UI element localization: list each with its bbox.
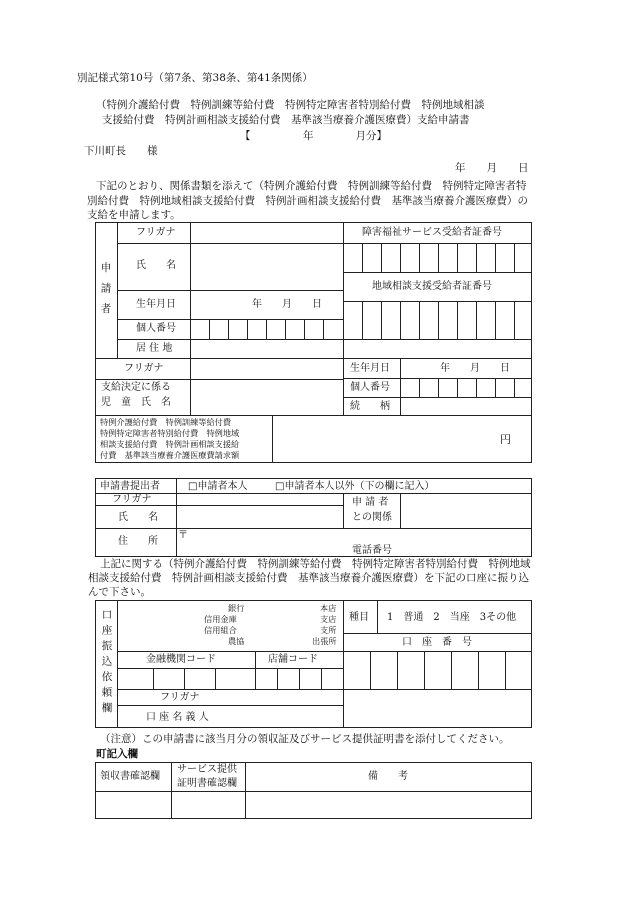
submitter-furigana-label: フリガナ <box>112 494 152 505</box>
account-kind-options: 1 普通 2 当座 3その他 <box>387 612 517 623</box>
remarks-label: 備 考 <box>368 771 408 782</box>
applicant-mynumber-label: 個人番号 <box>136 323 176 334</box>
child-name-label-1: 支給決定に係る <box>101 382 171 393</box>
claim-label-3: 相談支援給付費 特例計画相談支援給 <box>100 439 240 449</box>
branch-type-branch: 支店 <box>320 614 337 624</box>
yen-unit: 円 <box>500 433 511 446</box>
form-number: 別記様式第10号（第7条、第38条、第41条関係） <box>77 72 313 84</box>
inst-code-label: 金融機関コード <box>146 654 216 665</box>
child-birth-format: 年 月 日 <box>440 363 510 374</box>
date-line: 年 月 日 <box>455 162 529 174</box>
bank-section-label: 口座振込依頼欄 <box>100 609 113 718</box>
attachment-note: （注意）この申請書に該当月分の領収証及びサービス提供証明書を添付してください。 <box>100 733 510 745</box>
claim-label-4: 付費 基準該当療養介護医療費請求額 <box>100 450 240 460</box>
phone-label: 電話番号 <box>352 545 392 556</box>
child-furigana-label: フリガナ <box>124 363 164 374</box>
submitter-other-checkbox[interactable]: □申請者本人以外（下の欄に記入） <box>275 481 435 492</box>
period: 【 年 月分】 <box>240 130 387 142</box>
receipt-check-label: 領収書確認欄 <box>100 771 160 782</box>
postal-mark: 〒 <box>178 530 188 541</box>
submitter-name-label: 氏 名 <box>118 512 158 523</box>
account-kind-label: 種目 <box>349 612 369 623</box>
transfer-line2: 相談支援給付費 特例計画相談支援給付費 基準該当療養介護医療費）を下記の口座に振り込 <box>88 572 529 584</box>
intro-line3: 支給を申請します。 <box>87 209 181 221</box>
form-title-line2: 支援給付費 特例計画相談支援給付費 基準該当療養介護医療費）支給申請書 <box>102 114 470 126</box>
submitter-self-checkbox[interactable]: □申請者本人 <box>188 481 248 492</box>
inst-type-shinkin: 信用金庫 <box>204 614 237 624</box>
applicant-birth-label: 生年月日 <box>136 299 176 310</box>
inst-type-nokyo: 農協 <box>228 636 245 646</box>
submitter-relation-label-2: との関係 <box>352 512 392 523</box>
child-name-label-2: 児 童 氏 名 <box>101 397 171 408</box>
claim-label-1: 特例介護給付費 特例訓練等給付費 <box>100 417 232 427</box>
inst-type-bank: 銀行 <box>228 603 245 613</box>
submitter-relation-label-1: 申 請 者 <box>352 497 389 508</box>
inst-type-shinkumi: 信用組合 <box>204 625 237 635</box>
submitter-address-label: 住 所 <box>118 536 158 547</box>
service-cert-label: 障害福祉サービス受給者証番号 <box>362 227 502 238</box>
applicant-name-label: 氏 名 <box>136 260 176 271</box>
account-holder-label: 口 座 名 義 人 <box>146 712 209 723</box>
branch-type-agency: 出張所 <box>312 636 337 646</box>
claim-label-2: 特例特定障害者特別給付費 特例地域 <box>100 428 240 438</box>
applicant-birth-format: 年 月 日 <box>252 299 322 310</box>
child-relation-label: 続 柄 <box>350 401 390 412</box>
holder-furigana-label: フリガナ <box>160 692 200 703</box>
intro-line1: 下記のとおり、関係書類を添えて（特例介護給付費 特例訓練等給付費 特例特定障害者特 <box>96 180 527 192</box>
account-number-label: 口 座 番 号 <box>402 637 472 648</box>
child-mynumber-label: 個人番号 <box>350 382 390 393</box>
branch-type-subbranch: 支所 <box>320 625 337 635</box>
submitter-label: 申請書提出者 <box>100 481 160 492</box>
applicant-furigana-label: フリガナ <box>136 227 176 238</box>
applicant-section-label: 申請者 <box>99 262 112 324</box>
addressee: 下川町長 様 <box>84 145 158 157</box>
service-cert-check-label-1: サービス提供 <box>177 764 237 775</box>
branch-type-main: 本店 <box>320 603 337 613</box>
service-cert-check-label-2: 証明書確認欄 <box>177 778 237 789</box>
office-use-label: 町記入欄 <box>96 748 138 760</box>
intro-line2: 別給付費 特例地域相談支援給付費 特例計画相談支援給付費 基準該当療養介護医療費）の <box>87 195 528 207</box>
transfer-line1: 上記に関する（特例介護給付費 特例訓練等給付費 特例特定障害者特別給付費 特例地域 <box>100 558 531 570</box>
transfer-line3: んで下さい。 <box>88 586 151 598</box>
form-title-line1: （特例介護給付費 特例訓練等給付費 特例特定障害者特別給付費 特例地域相談 <box>96 99 485 111</box>
regional-cert-label: 地域相談支援受給者証番号 <box>372 281 492 292</box>
child-birth-label: 生年月日 <box>350 363 390 374</box>
branch-code-label: 店舗コード <box>268 654 318 665</box>
applicant-address-label: 居 住 地 <box>136 343 173 354</box>
